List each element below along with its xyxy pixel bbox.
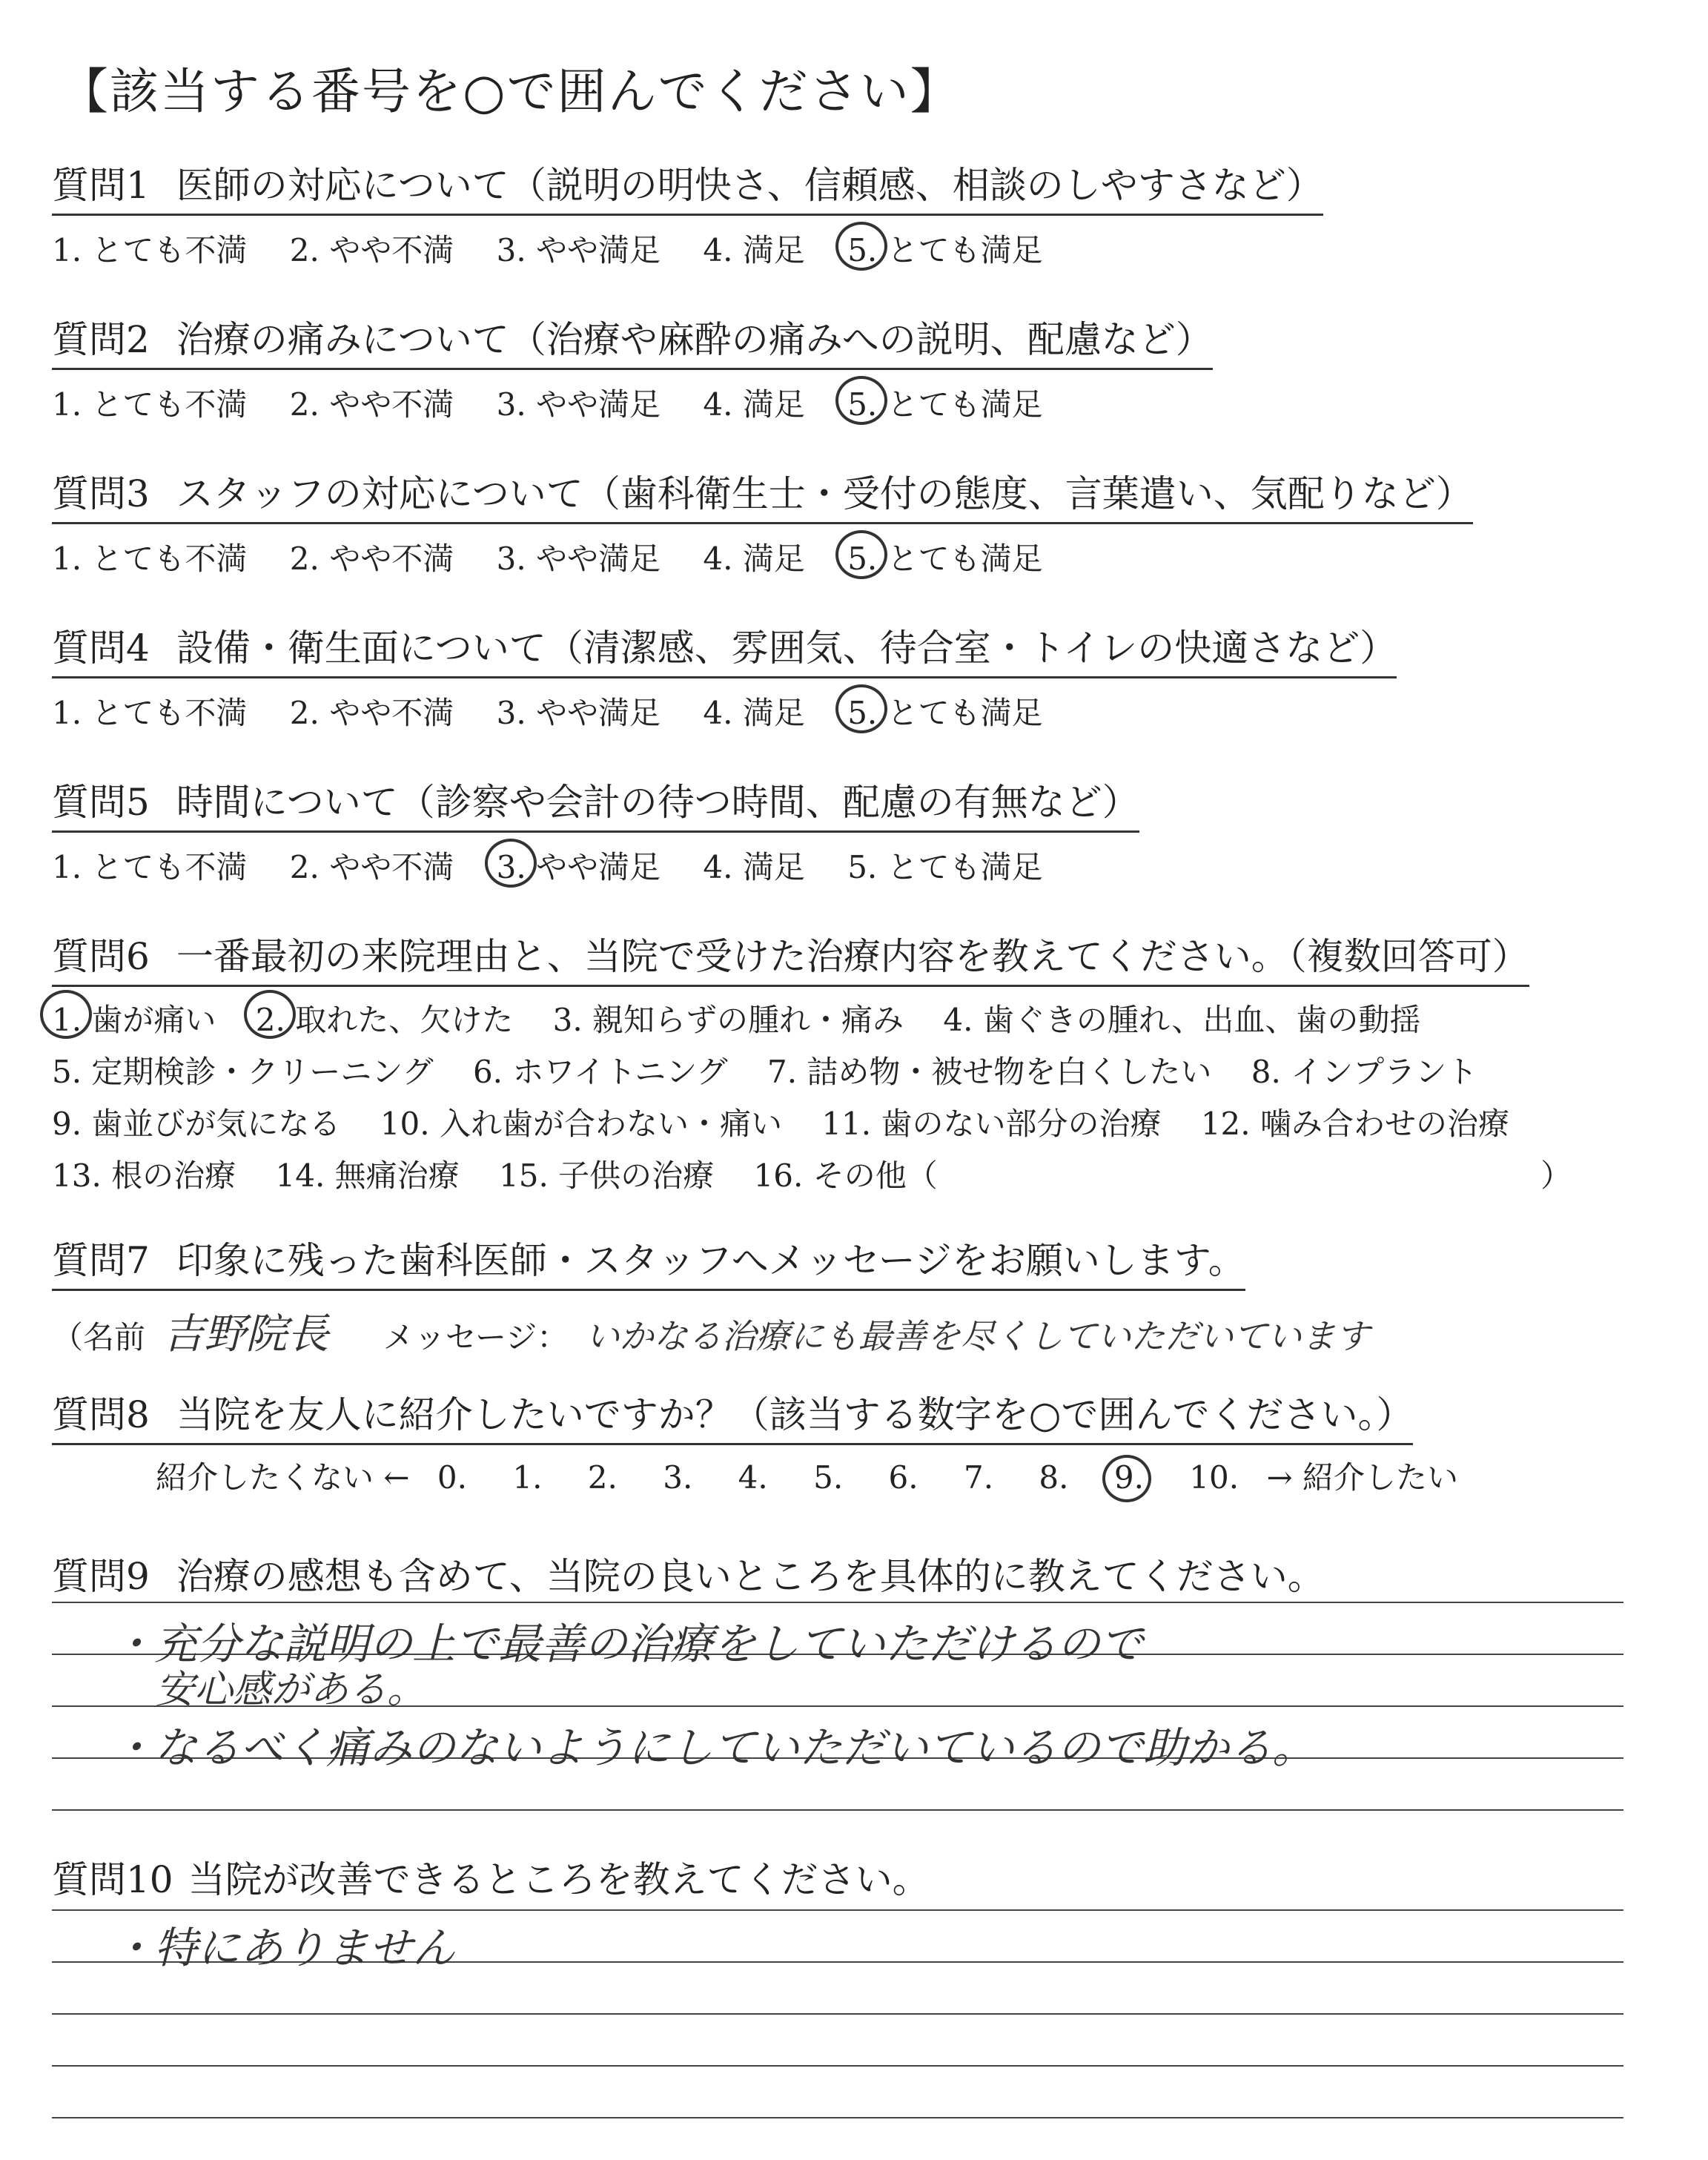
answer-area-q9[interactable] [52,1594,1623,1832]
question-2 [52,310,1213,425]
scale-option-0[interactable]: 0. [437,1459,467,1496]
question-7 [52,1231,1370,1361]
question-9 [52,1547,1325,1600]
rating-option-label: 5. とても満足 [847,386,1043,423]
name-label: （名前 [52,1319,146,1355]
rating-options [52,689,1397,733]
rating-option-3[interactable]: 3. やや満足 [496,232,661,268]
question-5 [52,773,1139,888]
reason-option-5[interactable]: 5. 定期検診・クリーニング [52,1054,434,1090]
reason-options [52,994,1601,1202]
question-text: 当院を友人に紹介したいですか？（該当する数字を○で囲んでください。） [176,1393,1414,1436]
rating-option-2[interactable]: 2. やや不満 [289,695,454,731]
scale-option-4[interactable]: 4. [738,1459,768,1496]
question-number: 質問2 [52,318,150,361]
name-value[interactable]: 吉野院長 [162,1310,329,1358]
question-title [52,1231,1245,1291]
question-4 [52,618,1397,733]
reason-row [52,1150,1601,1202]
rating-option-5[interactable] [847,689,1042,733]
referral-scale [156,1453,1458,1498]
question-title [52,1385,1413,1445]
question-title [52,1547,1325,1600]
rating-option-4[interactable]: 4. 満足 [703,849,805,885]
rating-options [52,226,1323,271]
rating-option-5[interactable] [847,226,1042,271]
reason-option-8[interactable]: 8. インプラント [1251,1054,1478,1090]
scale-right-label: → 紹介したい [1266,1459,1458,1496]
scale-option-9[interactable] [1114,1459,1144,1496]
reason-row [52,1046,1601,1098]
question-8 [52,1385,1413,1445]
answer-line [52,1602,1623,1603]
reason-option-15[interactable]: 15. 子供の治療 [499,1157,715,1194]
reason-option-10[interactable]: 10. 入れ歯が合わない・痛い [380,1106,782,1142]
rating-option-4[interactable]: 4. 満足 [703,695,805,731]
reason-option-label: 2. 取れた、欠けた [255,1002,514,1038]
scale-option-2[interactable]: 2. [587,1459,618,1496]
rating-option-4[interactable]: 4. 満足 [703,386,805,423]
question-number: 質問7 [52,1239,150,1282]
answer-line [52,1809,1623,1811]
question-text: 一番最初の来院理由と、当院で受けた治療内容を教えてください。（複数回答可） [176,935,1529,978]
answer-text: ・なるべく痛みのないようにしていただいているので助かる。 [111,1723,1316,1773]
reason-option-16[interactable]: 16. その他（ [753,1157,938,1194]
page-title: 【該当する番号を○で囲んでください】 [59,63,961,120]
question-title [52,618,1397,678]
rating-option-label: 5. とても満足 [847,695,1043,731]
answer-line [52,2013,1623,2015]
rating-option-5[interactable] [847,535,1042,579]
question-number: 質問6 [52,935,150,978]
question-number: 質問8 [52,1393,150,1436]
question-number: 質問1 [52,164,150,207]
question-text: 治療の痛みについて（治療や麻酔の痛みへの説明、配慮など） [176,318,1213,361]
question-title [52,310,1213,370]
reason-option-12[interactable]: 12. 噛み合わせの治療 [1200,1106,1509,1142]
rating-option-label: 5. とても満足 [847,541,1043,577]
question-text: 設備・衛生面について（清潔感、雰囲気、待合室・トイレの快適さなど） [176,627,1397,670]
rating-option-1[interactable]: 1. とても不満 [52,849,248,885]
rating-option-4[interactable]: 4. 満足 [703,232,805,268]
reason-option-7[interactable]: 7. 詰め物・被せ物を白くしたい [767,1054,1212,1090]
answer-area-q10[interactable] [52,1898,1623,2143]
rating-options [52,535,1473,579]
rating-option-1[interactable]: 1. とても不満 [52,386,248,423]
question-3 [52,464,1473,579]
scale-left-label: 紹介したくない ← [156,1459,410,1496]
message-value[interactable]: いかなる治療にも最善を尽くしていただいています [585,1316,1370,1356]
reason-option-4[interactable]: 4. 歯ぐきの腫れ、出血、歯の動揺 [943,1002,1421,1038]
question-title [52,464,1473,524]
question-1 [52,156,1323,271]
answer-line [52,2065,1623,2067]
question-text: 当院が改善できるところを教えてください。 [188,1858,930,1901]
reason-option-11[interactable]: 11. 歯のない部分の治療 [821,1106,1162,1142]
rating-option-label: 5. とても満足 [847,232,1043,268]
reason-option-9[interactable]: 9. 歯並びが気になる [52,1106,341,1142]
question-number: 質問3 [52,472,150,515]
rating-option-3[interactable] [497,843,661,888]
rating-options [52,380,1213,425]
question-title [52,927,1529,987]
rating-option-3[interactable]: 3. やや満足 [496,695,661,731]
question-text: スタッフの対応について（歯科衛生士・受付の態度、言葉遣い、気配りなど） [176,472,1473,515]
reason-row [52,1098,1601,1150]
scale-option-1[interactable]: 1. [512,1459,543,1496]
rating-option-2[interactable]: 2. やや不満 [289,386,454,423]
scale-option-10[interactable]: 10. [1189,1459,1239,1496]
question-number: 質問10 [52,1858,173,1901]
rating-option-2[interactable]: 2. やや不満 [289,232,454,268]
scale-option-7[interactable]: 7. [963,1459,994,1496]
rating-option-4[interactable]: 4. 満足 [703,541,805,577]
scale-option-label: 9. [1113,1459,1144,1496]
rating-option-3[interactable]: 3. やや満足 [496,386,661,423]
question-6 [52,927,1601,1202]
scale-option-6[interactable]: 6. [888,1459,918,1496]
rating-option-1[interactable]: 1. とても不満 [52,695,248,731]
rating-option-5[interactable] [847,380,1042,425]
rating-options [52,843,1139,888]
question-10 [52,1850,930,1903]
answer-line [52,2117,1623,2118]
scale-option-5[interactable]: 5. [813,1459,844,1496]
answer-text: ・充分な説明の上で最善の治療をしていただけるので [111,1619,1144,1669]
question-text: 印象に残った歯科医師・スタッフへメッセージをお願いします。 [176,1239,1245,1282]
reason-option-6[interactable]: 6. ホワイトニング [472,1054,728,1090]
question-text: 治療の感想も含めて、当院の良いところを具体的に教えてください。 [176,1555,1325,1598]
question-number: 質問4 [52,627,150,670]
rating-option-label: 3. やや満足 [496,849,661,885]
rating-option-5[interactable]: 5. とても満足 [847,849,1043,885]
message-row [52,1301,1370,1361]
reason-option-14[interactable]: 14. 無痛治療 [275,1157,460,1194]
reason-option-label: 1. 歯が痛い [52,1002,216,1038]
reason-option-1[interactable] [52,994,216,1046]
question-text: 時間について（診察や会計の待つ時間、配慮の有無など） [176,781,1139,824]
scale-option-8[interactable]: 8. [1039,1459,1069,1496]
answer-line [52,1909,1623,1911]
question-text: 医師の対応について（説明の明快さ、信頼感、相談のしやすさなど） [176,164,1323,207]
rating-option-2[interactable]: 2. やや不満 [289,849,454,885]
reason-option-3[interactable]: 3. 親知らずの腫れ・痛み [552,1002,904,1038]
question-title [52,1850,930,1903]
rating-option-1[interactable]: 1. とても不満 [52,541,248,577]
rating-option-1[interactable]: 1. とても不満 [52,232,248,268]
question-number: 質問9 [52,1555,150,1598]
scale-option-3[interactable]: 3. [663,1459,693,1496]
reason-option-13[interactable]: 13. 根の治療 [52,1157,236,1194]
other-close-paren: ） [1540,1157,1572,1194]
message-label: メッセージ： [383,1319,569,1355]
question-title [52,156,1323,216]
reason-option-2[interactable] [256,994,513,1046]
answer-text: 安心感がある。 [156,1668,426,1712]
rating-option-3[interactable]: 3. やや満足 [496,541,661,577]
answer-text: ・特にありません [111,1923,456,1973]
rating-option-2[interactable]: 2. やや不満 [289,541,454,577]
question-title [52,773,1139,833]
question-number: 質問5 [52,781,150,824]
reason-row [52,994,1601,1046]
